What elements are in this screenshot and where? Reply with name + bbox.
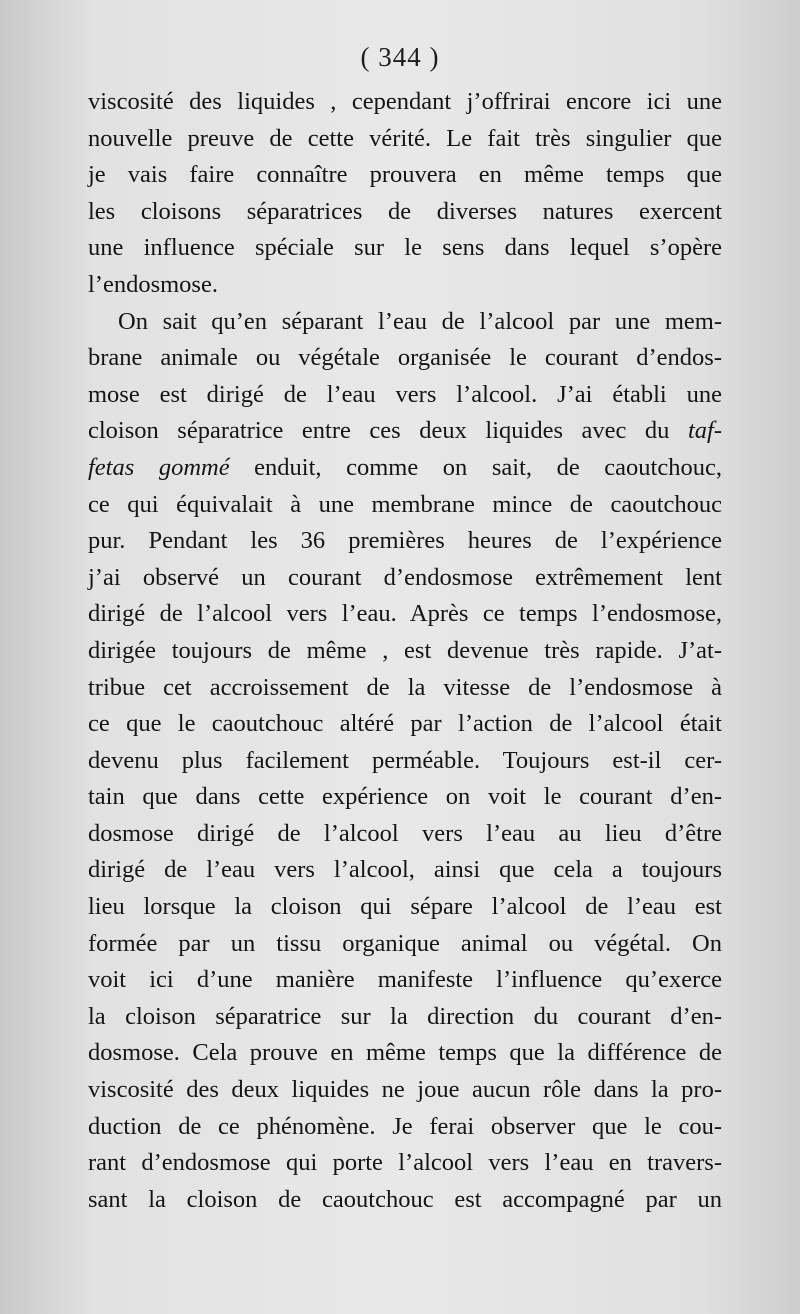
text-line: nouvelle preuve de cette vérité. Le fait très singulier que	[88, 124, 722, 152]
text-line: dosmose. Cela prouve en même temps que la différence de	[88, 1039, 722, 1067]
body-text	[88, 84, 722, 1218]
text-line: brane animale ou végétale organisée le courant d’endos-	[88, 344, 722, 372]
text-line: mose est dirigé de l’eau vers l’alcool. J’ai établi une	[88, 380, 722, 408]
text-line: dirigé de l’alcool vers l’eau. Après ce temps l’endosmose,	[88, 600, 722, 628]
text-line: formée par un tissu organique animal ou végétal. On	[88, 929, 722, 957]
text-line: dosmose dirigé de l’alcool vers l’eau au lieu d’être	[88, 819, 722, 847]
text-line: dirigée toujours de même , est devenue très rapide. J’at-	[88, 636, 722, 664]
text-line: duction de ce phénomène. Je ferai observer que le cou-	[88, 1112, 722, 1140]
text-line: ce que le caoutchouc altéré par l’action de l’alcool était	[88, 710, 722, 738]
text-line: je vais faire connaître prouvera en même temps que	[88, 161, 722, 189]
italic-text: taf-	[687, 417, 722, 445]
text-line: la cloison séparatrice sur la direction du courant d’en-	[88, 1002, 722, 1030]
text-line: cloison séparatrice entre ces deux liquides avec du taf-	[88, 417, 722, 445]
text-line: devenu plus facilement perméable. Toujours est-il cer-	[88, 746, 722, 774]
text-line: dirigé de l’eau vers l’alcool, ainsi que cela a toujours	[88, 856, 722, 884]
text-line: viscosité des liquides , cependant j’offrirai encore ici une	[88, 88, 722, 115]
text-line: pur. Pendant les 36 premières heures de l’expérience	[88, 527, 722, 555]
text-line: viscosité des deux liquides ne joue aucun rôle dans la pro-	[88, 1076, 722, 1104]
page-number: ( 344 )	[360, 42, 440, 72]
text-line: lieu lorsque la cloison qui sépare l’alcool de l’eau est	[88, 893, 722, 921]
text-line: sant la cloison de caoutchouc est accompagné par un	[88, 1185, 722, 1213]
text-line: j’ai observé un courant d’endosmose extrêmement lent	[88, 563, 722, 591]
text-line: tribue cet accroissement de la vitesse de l’endosmose à	[88, 673, 722, 701]
text-line: l’endosmose.	[88, 270, 218, 298]
text-line: rant d’endosmose qui porte l’alcool vers l’eau en travers-	[88, 1149, 722, 1177]
italic-text: fetas gommé	[88, 453, 230, 481]
text-line: une influence spéciale sur le sens dans lequel s’opère	[88, 234, 722, 262]
text-line: voit ici d’une manière manifeste l’influence qu’exerce	[88, 966, 722, 994]
text-line: On sait qu’en séparant l’eau de l’alcool par une mem-	[118, 307, 722, 335]
text-line: fetas gommé enduit, comme on sait, de caoutchouc,	[88, 453, 722, 481]
text-line: les cloisons séparatrices de diverses natures exercent	[88, 197, 722, 225]
text-line: tain que dans cette expérience on voit le courant d’en-	[88, 783, 722, 811]
text-line: ce qui équivalait à une membrane mince de caoutchouc	[88, 490, 722, 518]
